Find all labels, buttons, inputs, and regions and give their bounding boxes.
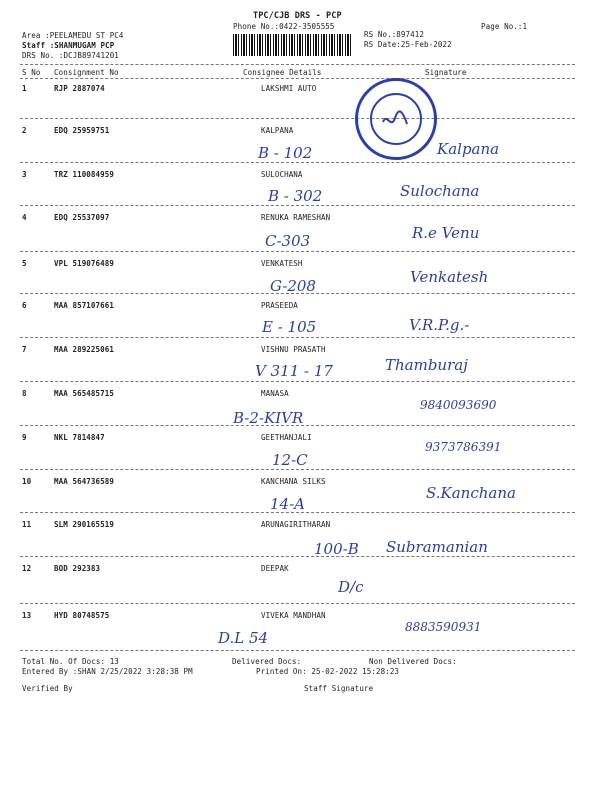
row-divider <box>20 118 575 119</box>
row-consignee-name: DEEPAK <box>261 564 289 573</box>
row-signature: Kalpana <box>437 140 500 158</box>
row-handwritten-address: B - 102 <box>258 144 313 162</box>
row-handwritten-address: B - 302 <box>268 187 323 205</box>
row-sno: 3 <box>22 170 27 179</box>
row-consignment-number: NKL 7814847 <box>54 433 105 442</box>
row-signature: Thamburaj <box>385 356 468 374</box>
row-signature: Venkatesh <box>410 268 489 286</box>
row-consignee-name: KANCHANA SILKS <box>261 477 326 486</box>
row-consignee-name: PRASEEDA <box>261 301 298 310</box>
row-consignee-name: VIVEKA MANDHAN <box>261 611 326 620</box>
row-consignee-name: KALPANA <box>261 126 294 135</box>
row-consignee-name: GEETHANJALI <box>261 433 312 442</box>
row-handwritten-address: G-208 <box>270 277 316 295</box>
delivered-docs: Delivered Docs: <box>232 657 302 666</box>
row-divider <box>20 603 575 604</box>
row-consignee-name: ARUNAGIRITHARAN <box>261 520 331 529</box>
printed-on: Printed On: 25-02-2022 15:28:23 <box>256 667 400 676</box>
row-sno: 7 <box>22 345 27 354</box>
row-handwritten-address: 14-A <box>270 495 305 513</box>
row-sno: 1 <box>22 84 27 93</box>
row-handwritten-address: C-303 <box>265 232 311 250</box>
row-consignment-number: MAA 857107661 <box>54 301 114 310</box>
area-label: Area :PEELAMEDU ST PC4 <box>22 31 124 40</box>
row-sno: 8 <box>22 389 27 398</box>
row-sno: 12 <box>22 564 32 573</box>
row-consignee-name: MANASA <box>261 389 289 398</box>
row-signature: S.Kanchana <box>426 484 516 502</box>
row-sno: 2 <box>22 126 27 135</box>
staff-signature: Staff Signature <box>304 684 374 693</box>
rs-date: RS Date:25-Feb-2022 <box>364 40 452 49</box>
header-divider-bottom <box>20 78 575 79</box>
row-signature: Subramanian <box>386 538 488 556</box>
row-signature: 9840093690 <box>420 398 497 412</box>
row-divider <box>20 556 575 557</box>
row-sno: 4 <box>22 213 27 222</box>
row-signature: 8883590931 <box>405 620 482 634</box>
row-sno: 11 <box>22 520 32 529</box>
row-signature: 9373786391 <box>425 440 502 454</box>
entered-by: Entered By :SHAN 2/25/2022 3:28:38 PM <box>22 667 193 676</box>
row-handwritten-address: 100-B <box>314 540 359 558</box>
row-divider <box>20 469 575 470</box>
row-consignment-number: BOD 292383 <box>54 564 101 573</box>
row-handwritten-address: V 311 - 17 <box>255 362 333 380</box>
barcode-image <box>233 34 353 56</box>
row-sno: 5 <box>22 259 27 268</box>
staff-label: Staff :SHANMUGAM PCP <box>22 41 115 50</box>
header-divider-top <box>20 64 575 65</box>
rs-number: RS No.:897412 <box>364 30 424 39</box>
row-consignment-number: SLM 290165519 <box>54 520 114 529</box>
row-signature: R.e Venu <box>412 224 480 242</box>
row-divider <box>20 162 575 163</box>
row-handwritten-address: E - 105 <box>262 318 317 336</box>
row-sno: 9 <box>22 433 27 442</box>
row-divider <box>20 381 575 382</box>
page-number: Page No.:1 <box>481 22 528 31</box>
row-sno: 10 <box>22 477 32 486</box>
document-title: TPC/CJB DRS - PCP <box>253 11 342 21</box>
row-consignee-name: VENKATESH <box>261 259 303 268</box>
row-sno: 13 <box>22 611 32 620</box>
row-consignee-name: SULOCHANA <box>261 170 303 179</box>
row-divider <box>20 337 575 338</box>
row-handwritten-address: B-2-KIVR <box>233 409 304 427</box>
row-divider <box>20 251 575 252</box>
row-signature: V.R.P.g.- <box>409 316 470 334</box>
row-sno: 6 <box>22 301 27 310</box>
column-header-consignee: Consignee Details <box>243 68 322 77</box>
non-delivered-docs: Non Delivered Docs: <box>369 657 457 666</box>
row-handwritten-address: 12-C <box>272 451 308 469</box>
row-consignment-number: MAA 564736589 <box>54 477 114 486</box>
row-consignment-number: MAA 289225061 <box>54 345 114 354</box>
row-consignment-number: RJP 2887074 <box>54 84 105 93</box>
row-consignment-number: VPL 519076489 <box>54 259 114 268</box>
company-stamp <box>355 78 437 160</box>
row-signature: Sulochana <box>400 182 480 200</box>
row-divider <box>20 425 575 426</box>
row-consignee-name: VISHNU PRASATH <box>261 345 326 354</box>
row-divider <box>20 512 575 513</box>
phone-number: Phone No.:0422-3505555 <box>233 22 335 31</box>
row-consignee-name: LAKSHMI AUTO <box>261 84 317 93</box>
row-consignment-number: EDQ 25537097 <box>54 213 110 222</box>
table-bottom-divider <box>20 650 575 651</box>
column-header-sno: S No <box>22 68 41 77</box>
total-docs: Total No. Of Docs: 13 <box>22 657 119 666</box>
row-consignment-number: TRZ 110084959 <box>54 170 114 179</box>
row-divider <box>20 205 575 206</box>
column-header-consignment: Consignment No <box>54 68 119 77</box>
row-consignment-number: EDQ 25959751 <box>54 126 110 135</box>
row-signature: D/c <box>338 578 364 596</box>
drs-number: DRS No. :DCJB89741201 <box>22 51 119 60</box>
row-handwritten-address: D.L 54 <box>218 629 269 647</box>
row-consignee-name: RENUKA RAMESHAN <box>261 213 331 222</box>
stamp-scribble <box>355 78 437 160</box>
column-header-signature: Signature <box>425 68 467 77</box>
row-consignment-number: HYD 80748575 <box>54 611 110 620</box>
row-divider <box>20 293 575 294</box>
verified-by: Verified By <box>22 684 73 693</box>
row-consignment-number: MAA 565485715 <box>54 389 114 398</box>
